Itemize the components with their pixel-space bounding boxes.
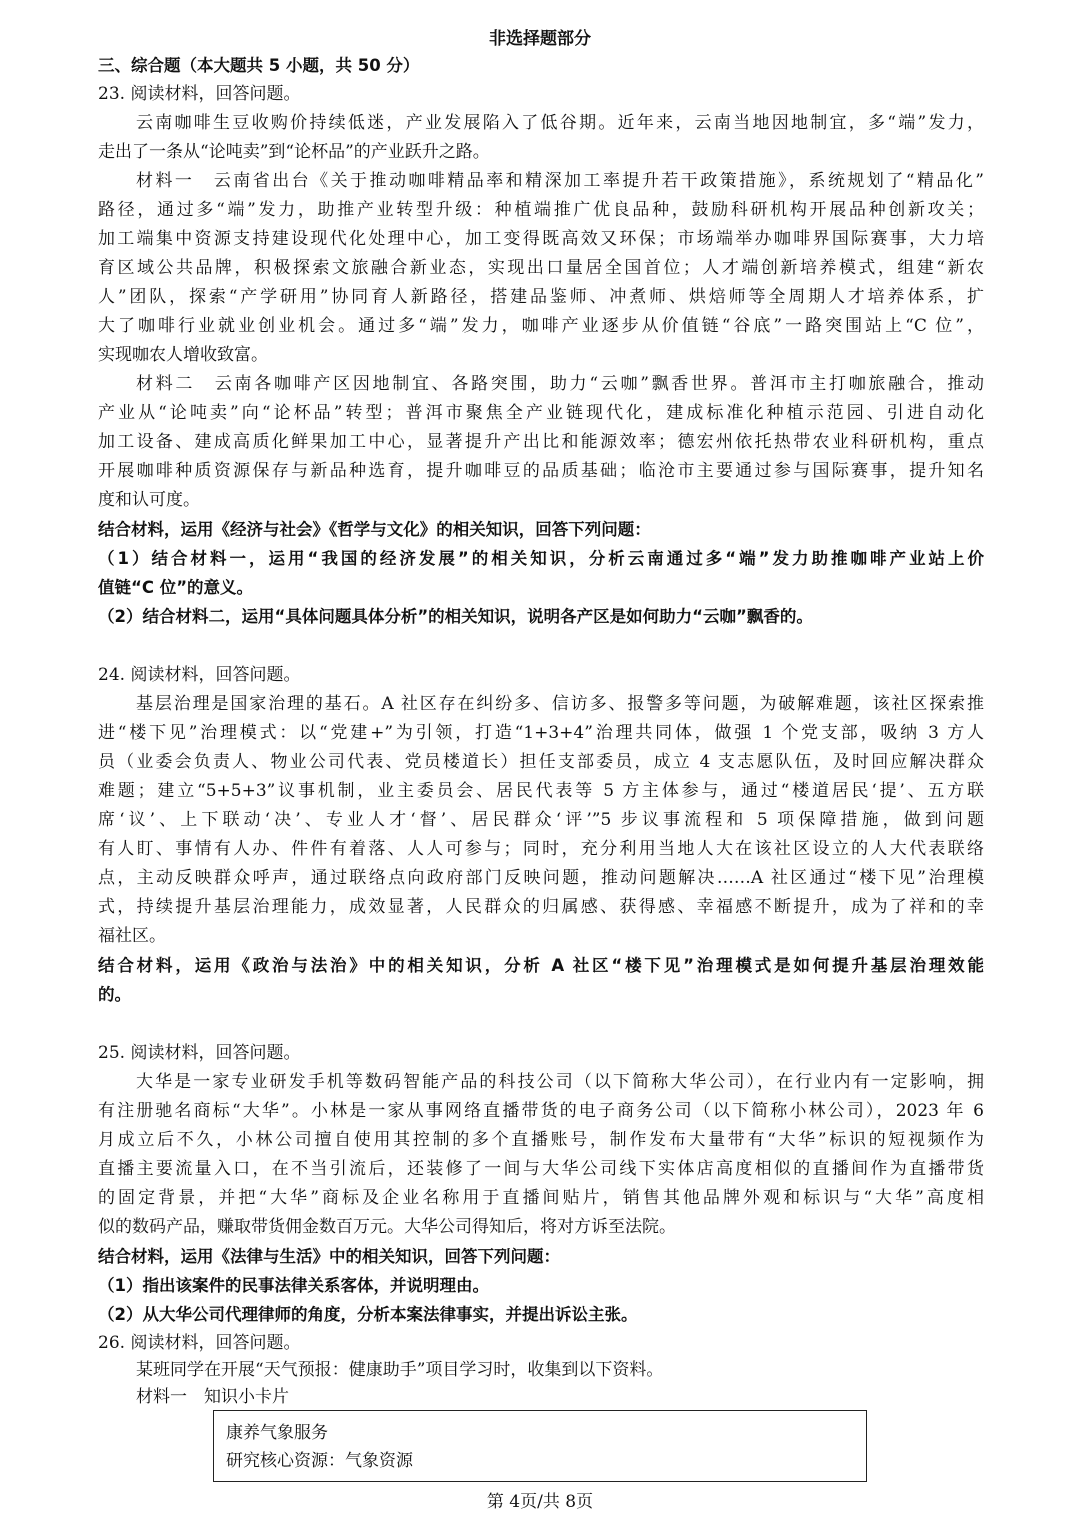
- q23-material1-line: 实现咖农人增收致富。: [98, 345, 268, 365]
- q23-material1-line: 加工端集中资源支持建设现代化处理中心，加工变得既高效又环保；市场端举办咖啡界国际赛事，大力培: [98, 229, 984, 249]
- section-heading: 三、综合题（本大题共 5 小题，共 50 分）: [98, 56, 420, 75]
- q23-task: 结合材料，运用《经济与社会》《哲学与文化》的相关知识，回答下列问题：: [98, 520, 651, 539]
- knowledge-card-resource: 研究核心资源：气象资源: [226, 1451, 413, 1471]
- page-number: 第 4页/共 8页: [486, 1492, 594, 1512]
- q25-subquestion-2: （2）从大华公司代理律师的角度，分析本案法律事实，并提出诉讼主张。: [98, 1305, 638, 1324]
- q23-material2-line: 开展咖啡种质资源保存与新品种选育，提升咖啡豆的品质基础；临沧市主要通过参与国际赛事，提升知名: [98, 461, 984, 481]
- q25-body-line: 的固定背景，并把“大华”商标及企业名称用于直播间贴片，销售其他品牌外观和标识与“大华”高度相: [98, 1188, 984, 1208]
- q25-subquestion-1: （1）指出该案件的民事法律关系客体，并说明理由。: [98, 1276, 489, 1295]
- q23-stem: 23. 阅读材料，回答问题。: [98, 84, 301, 104]
- knowledge-card: [213, 1410, 867, 1482]
- q23-subquestion-1: （1）结合材料一，运用“我国的经济发展”的相关知识，分析云南通过多“端”发力助推咖啡产业站上价: [98, 549, 984, 568]
- q23-material1-line: 大了咖啡行业就业创业机会。通过多“端”发力，咖啡产业逐步从价值链“谷底”一路突围站上“C 位”，: [98, 316, 984, 336]
- q24-body-line: 席‘议’、上下联动‘决’、专业人才‘督’、居民群众‘评’”5 步议事流程和 5 项保障措施，做到问题: [98, 810, 984, 830]
- q25-task: 结合材料，运用《法律与生活》中的相关知识，回答下列问题：: [98, 1247, 560, 1266]
- q23-subquestion-1: 值链“C 位”的意义。: [98, 578, 254, 597]
- q25-body-line: 有注册驰名商标“大华”。小林是一家从事网络直播带货的电子商务公司（以下简称小林公司），2023 年 6: [98, 1101, 984, 1121]
- q23-material1-line: 育区域公共品牌，积极探索文旅融合新业态，实现出口量居全国首位；人才端创新培养模式，组建“新农: [98, 258, 984, 278]
- q25-body-line: 大华是一家专业研发手机等数码智能产品的科技公司（以下简称大华公司），在行业内有一定影响，拥: [136, 1072, 984, 1092]
- q25-body-line: 直播主要流量入口，在不当引流后，还装修了一间与大华公司线下实体店高度相似的直播间作为直播带货: [98, 1159, 984, 1179]
- knowledge-card-title: 康养气象服务: [226, 1423, 328, 1443]
- q24-body-line: 福社区。: [98, 926, 166, 946]
- q24-body-line: 有人盯、事情有人办、件件有着落、人人可参与；同时，充分利用当地人大在该社区设立的人大代表联络: [98, 839, 984, 859]
- q24-body-line: 进“楼下见”治理模式：以“党建+”为引领，打造“1+3+4”治理共同体，做强 1 个党支部，吸纳 3 方人: [98, 723, 984, 743]
- q24-task: 的。: [98, 985, 131, 1004]
- q23-material2-line: 材料二 云南各咖啡产区因地制宜、各路突围，助力“云咖”飘香世界。普洱市主打咖旅融合，推动: [136, 374, 984, 394]
- q24-body-line: 式，持续提升基层治理能力，成效显著，人民群众的归属感、获得感、幸福感不断提升，成为了祥和的幸: [98, 897, 984, 917]
- q23-intro-line: 云南咖啡生豆收购价持续低迷，产业发展陷入了低谷期。近年来，云南当地因地制宜，多“端”发力，: [136, 113, 984, 133]
- q25-body-line: 月成立后不久，小林公司擅自使用其控制的多个直播账号，制作发布大量带有“大华”标识的短视频作为: [98, 1130, 984, 1150]
- q23-subquestion-2: （2）结合材料二，运用“具体问题具体分析”的相关知识，说明各产区是如何助力“云咖”飘香的。: [98, 607, 813, 626]
- q24-stem: 24. 阅读材料，回答问题。: [98, 665, 301, 685]
- q23-material2-line: 产业从“论吨卖”向“论杯品”转型；普洱市聚焦全产业链现代化，建成标准化种植示范园、引进自动化: [98, 403, 984, 423]
- q23-material1-line: 材料一 云南省出台《关于推动咖啡精品率和精深加工率提升若干政策措施》，系统规划了“精品化”: [136, 171, 984, 191]
- q25-stem: 25. 阅读材料，回答问题。: [98, 1043, 301, 1063]
- q23-material2-line: 加工设备、建成高质化鲜果加工中心，显著提升产出比和能源效率；德宏州依托热带农业科研机构，重点: [98, 432, 984, 452]
- q26-intro: 某班同学在开展“天气预报：健康助手”项目学习时，收集到以下资料。: [136, 1360, 664, 1380]
- q24-body-line: 基层治理是国家治理的基石。A 社区存在纠纷多、信访多、报警多等问题，为破解难题，该社区探索推: [136, 694, 984, 714]
- q24-task: 结合材料，运用《政治与法治》中的相关知识，分析 A 社区“楼下见”治理模式是如何提升基层治理效能: [98, 956, 984, 975]
- page-title: 非选择题部分: [489, 29, 591, 49]
- q23-material1-line: 路径，通过多“端”发力，助推产业转型升级：种植端推广优良品种，鼓励科研机构开展品种创新攻关；: [98, 200, 984, 220]
- q26-material1-label: 材料一 知识小卡片: [136, 1387, 289, 1407]
- q24-body-line: 员（业委会负责人、物业公司代表、党员楼道长）担任支部委员，成立 4 支志愿队伍，及时回应解决群众: [98, 752, 984, 772]
- q23-material2-line: 度和认可度。: [98, 490, 200, 510]
- q26-stem: 26. 阅读材料，回答问题。: [98, 1333, 301, 1353]
- q23-material1-line: 人”团队，探索“产学研用”协同育人新路径，搭建品鉴师、冲煮师、烘焙师等全周期人才培养体系，扩: [98, 287, 984, 307]
- q25-body-line: 似的数码产品，赚取带货佣金数百万元。大华公司得知后，将对方诉至法院。: [98, 1217, 676, 1237]
- q23-intro-line: 走出了一条从“论吨卖”到“论杯品”的产业跃升之路。: [98, 142, 490, 162]
- q24-body-line: 难题；建立“5+5+3”议事机制，业主委员会、居民代表等 5 方主体参与，通过“楼道居民‘提’、五方联: [98, 781, 984, 801]
- q24-body-line: 点，主动反映群众呼声，通过联络点向政府部门反映问题，推动问题解决……A 社区通过“楼下见”治理模: [98, 868, 984, 888]
